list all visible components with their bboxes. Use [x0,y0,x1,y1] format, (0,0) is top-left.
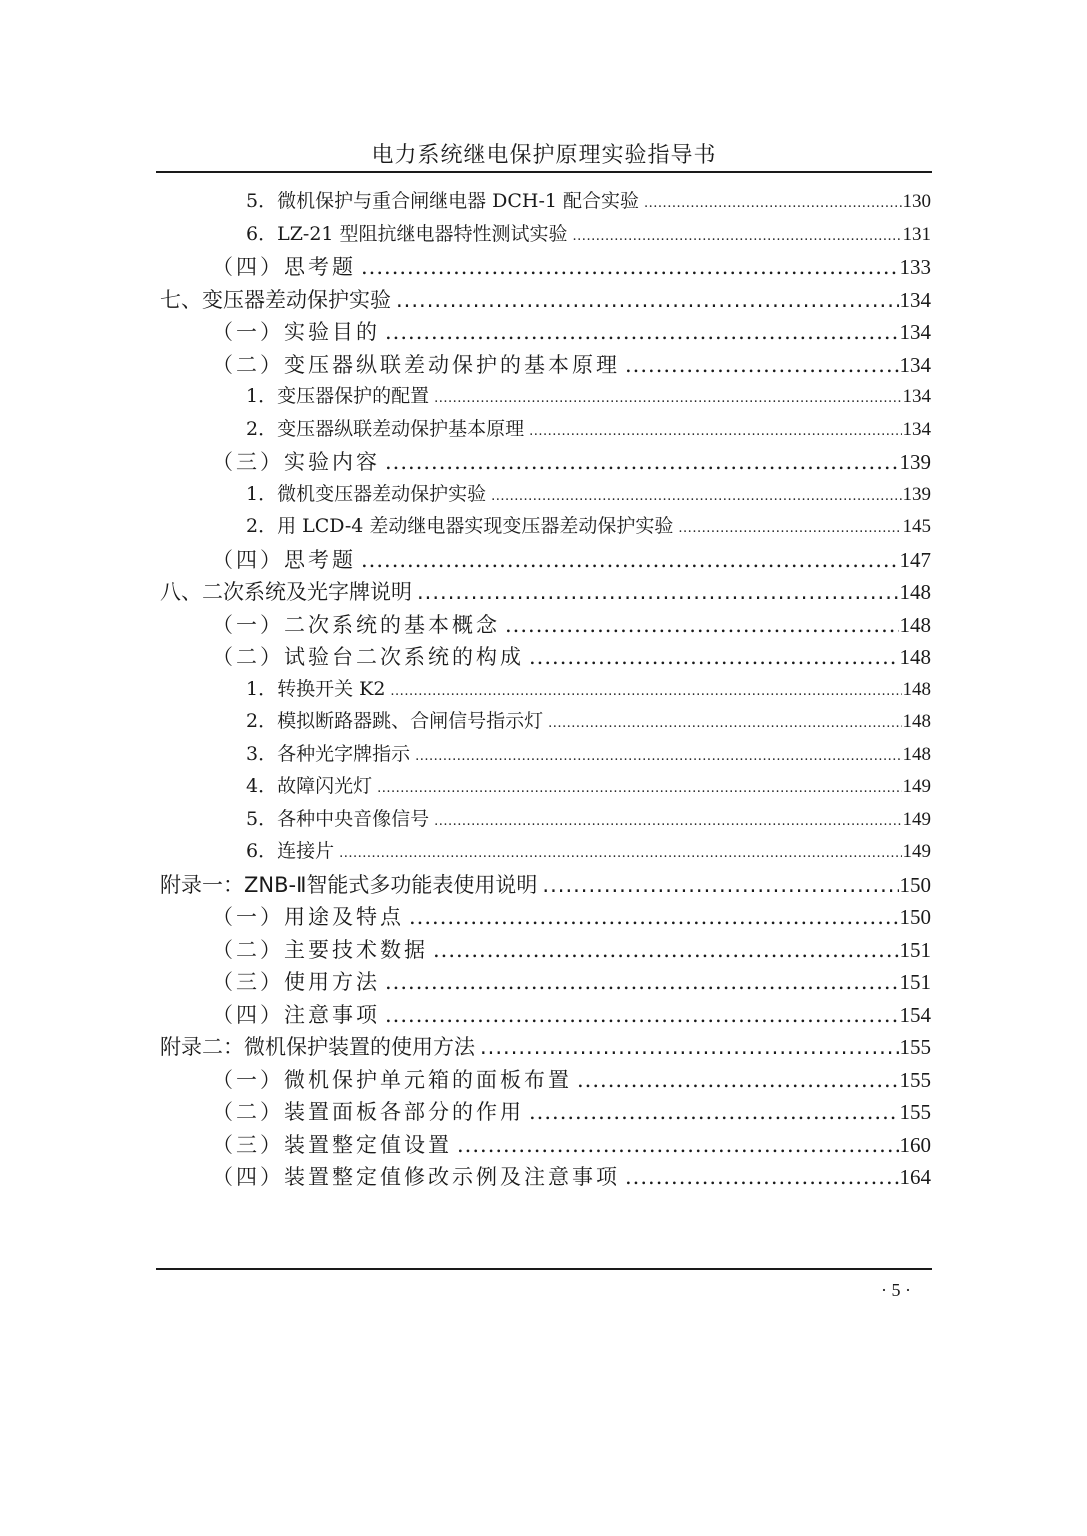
toc-dot-leader [415,743,901,765]
toc-entry-title: （一）微机保护单元箱的面板布置 [212,1067,572,1092]
toc-entry-page: 134 [899,320,931,344]
page-header-title: 电力系统继电保护原理实验指导书 [371,143,717,168]
toc-entry-page: 155 [899,1035,931,1059]
toc-entry-title: （一）实验目的 [212,320,380,344]
toc-entry [246,381,931,411]
toc-entry [160,1031,931,1061]
toc-dot-leader [361,255,899,279]
toc-entry [212,349,931,379]
footer-divider [156,1268,932,1270]
toc-entry [212,641,931,671]
toc-entry-title: （二）主要技术数据 [212,937,428,962]
toc-entry-page: 150 [899,872,931,897]
toc-entry-title: （四）注意事项 [212,1002,380,1027]
toc-entry-title: 八、二次系统及光字牌说明 [160,580,412,604]
toc-entry-title: 6．连接片 [246,840,335,862]
toc-dot-leader [433,938,899,962]
toc-entry [160,576,931,606]
toc-entry-title: 2．模拟断路器跳、合闸信号指示灯 [246,710,544,732]
toc-entry [246,219,931,249]
toc-dot-leader [678,515,901,537]
toc-dot-leader [491,483,901,505]
toc-dot-leader [548,710,901,732]
toc-entry [246,836,931,866]
toc-entry-title: 5．各种中央音像信号 [246,807,430,830]
toc-entry [246,706,931,736]
toc-entry-page: 148 [899,645,931,669]
toc-dot-leader [529,418,901,440]
toc-entry-title: （四）思考题 [212,547,356,572]
toc-entry-title: （四）思考题 [212,255,356,279]
toc-entry-title: （一）二次系统的基本概念 [212,612,500,637]
toc-entry-page: 148 [899,612,931,637]
toc-entry-page: 139 [902,483,931,505]
toc-entry [212,901,931,931]
toc-dot-leader [480,1035,899,1059]
toc-dot-leader [529,1100,899,1124]
toc-entry-page: 130 [902,191,931,212]
toc-entry-title: （二）变压器纵联差动保护的基本原理 [212,352,620,377]
toc-dot-leader [625,353,899,377]
toc-entry-title: （三）使用方法 [212,970,380,994]
toc-entry [212,1096,931,1126]
toc-entry [246,479,931,509]
toc-dot-leader [577,1068,899,1092]
toc-entry-page: 149 [902,808,931,830]
toc-entry [212,609,931,639]
toc-entry-page: 139 [899,450,931,474]
toc-dot-leader [434,808,901,830]
toc-entry-page: 149 [902,841,931,862]
toc-entry [246,739,931,769]
toc-entry-title: （二）装置面板各部分的作用 [212,1100,524,1124]
toc-entry [212,934,931,964]
toc-entry-title: （三）装置整定值设置 [212,1132,452,1157]
toc-entry-page: 150 [899,905,931,929]
header-divider [156,171,932,173]
toc-entry-page: 151 [899,937,931,962]
toc-entry-page: 155 [899,1100,931,1124]
toc-entry-page: 134 [899,352,931,377]
page-number: · 5 · [881,1280,911,1300]
toc-entry-page: 134 [902,386,931,407]
toc-entry-page: 164 [899,1165,931,1189]
toc-dot-leader [409,905,899,929]
toc-entry-page: 155 [899,1067,931,1092]
toc-entry-title: 4．故障闪光灯 [246,775,373,797]
toc-dot-leader [377,775,901,797]
toc-dot-leader [396,288,899,312]
toc-entry [160,869,931,899]
toc-entry-title: 2．变压器纵联差动保护基本原理 [246,417,525,440]
toc-entry [246,771,931,801]
toc-entry-page: 148 [902,678,931,700]
toc-entry [212,446,931,476]
toc-entry-title: 附录一：ZNB-Ⅱ智能式多功能表使用说明 [160,872,538,897]
toc-entry-page: 154 [899,1002,931,1027]
toc-entry [212,316,931,346]
toc-entry-page: 148 [902,743,931,765]
toc-entry [212,1064,931,1094]
toc-entry-title: 5．微机保护与重合闸继电器 DCH-1 配合实验 [246,190,640,212]
toc-dot-leader [625,1165,899,1189]
toc-entry [212,251,931,281]
toc-dot-leader [339,840,901,862]
toc-entry-page: 133 [899,255,931,279]
toc-entry-page: 149 [902,776,931,797]
toc-dot-leader [644,190,901,212]
toc-entry [212,544,931,574]
toc-dot-leader [417,580,899,604]
toc-entry-page: 134 [902,418,931,440]
toc-entry-title: 3．各种光字牌指示 [246,742,411,765]
toc-entry-page: 151 [899,970,931,994]
toc-entry-page: 145 [902,516,931,537]
toc-entry [246,414,931,444]
toc-entry-title: 6．LZ-21 型阻抗继电器特性测试实验 [246,222,568,245]
toc-dot-leader [434,385,901,407]
toc-entry-title: 附录二：微机保护装置的使用方法 [160,1035,475,1059]
toc-entry [246,804,931,834]
toc-dot-leader [457,1133,899,1157]
toc-entry [212,966,931,996]
toc-entry-page: 131 [902,223,931,245]
toc-entry-page: 148 [899,580,931,604]
toc-entry [212,999,931,1029]
toc-dot-leader [385,320,899,344]
toc-entry-title: （二）试验台二次系统的构成 [212,645,524,669]
toc-entry [246,186,931,216]
toc-dot-leader [385,970,899,994]
toc-entry [246,511,931,541]
toc-entry-title: 2．用 LCD-4 差动继电器实现变压器差动保护实验 [246,515,674,537]
toc-entry-page: 160 [899,1132,931,1157]
toc-entry-page: 147 [899,547,931,572]
toc-dot-leader [529,645,899,669]
toc-entry-page: 134 [899,287,931,312]
toc-dot-leader [361,548,899,572]
toc-entry [212,1161,931,1191]
toc-entry-title: （四）装置整定值修改示例及注意事项 [212,1165,620,1189]
toc-dot-leader [385,1003,899,1027]
toc-entry-title: （三）实验内容 [212,450,380,474]
toc-entry-title: （一）用途及特点 [212,905,404,929]
toc-entry [212,1129,931,1159]
toc-entry-page: 148 [902,711,931,732]
toc-dot-leader [542,873,898,897]
toc-entry-title: 七、变压器差动保护实验 [160,287,391,312]
toc-entry [160,284,931,314]
toc-entry [246,674,931,704]
toc-dot-leader [385,450,899,474]
toc-entry-title: 1．转换开关 K2 [246,677,386,700]
toc-entry-title: 1．变压器保护的配置 [246,385,430,407]
toc-entry-title: 1．微机变压器差动保护实验 [246,482,487,505]
toc-dot-leader [390,678,901,700]
toc-dot-leader [505,613,899,637]
toc-dot-leader [573,223,902,245]
